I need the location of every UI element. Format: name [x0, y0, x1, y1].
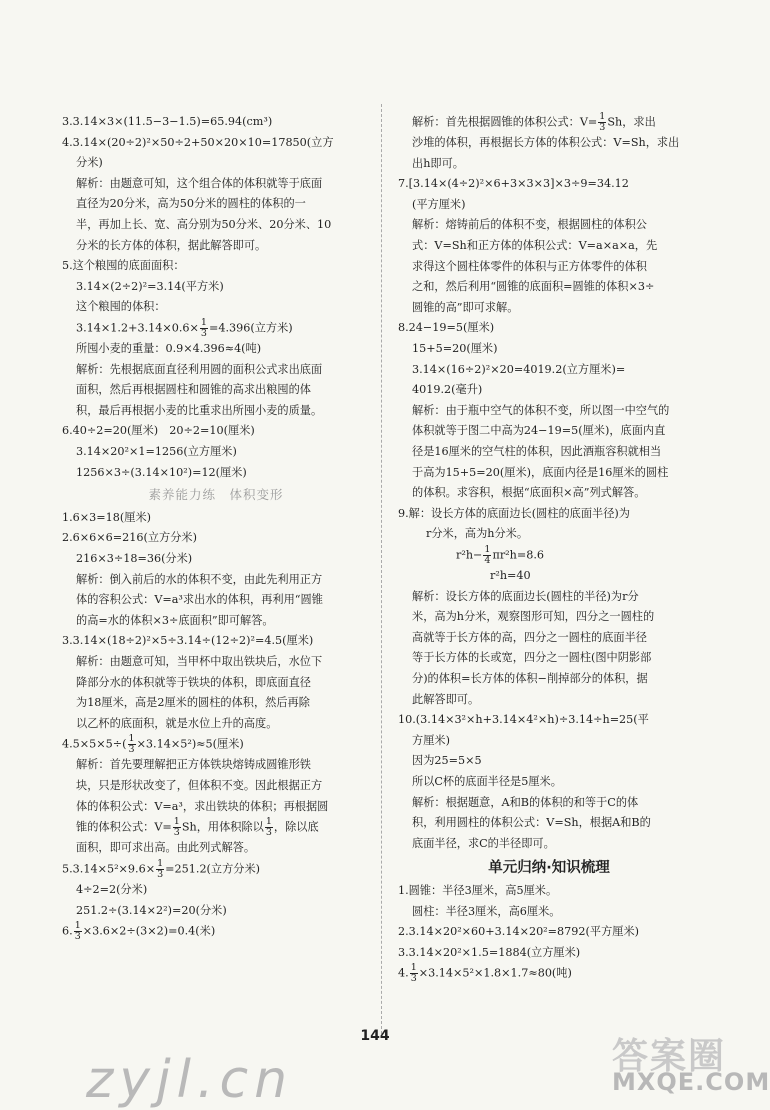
answer-line: 此解答即可。 — [412, 692, 480, 706]
formula-text: 4. — [398, 966, 409, 980]
numerator: 1 — [157, 857, 164, 869]
left-answers-block-2 — [62, 339, 370, 483]
answer-line: 这个粮囤的体积： — [76, 300, 166, 314]
formula-line — [62, 921, 370, 942]
fraction — [156, 859, 164, 880]
denominator: 3 — [74, 931, 81, 943]
answer-line: 积，最后再根据小麦的比重求出所囤小麦的质量。 — [76, 403, 323, 417]
answer-line: 块，只是形状改变了，但体积不变。因此根据正方 — [76, 779, 323, 792]
answer-line: 分米的长方体的体积，据此解答即可。 — [76, 238, 267, 252]
answer-line: 降部分水的体积就等于铁块的体积，即底面直径 — [76, 675, 311, 689]
answer-line: 解析：先根据底面直径利用圆的面积公式求出底面 — [76, 362, 323, 376]
numerator: 1 — [74, 920, 81, 932]
answer-line: 解析：倒入前后的水的体积不变，由此先利用正方 — [76, 572, 323, 586]
answer-line: 因为25=5×5 — [412, 754, 482, 768]
answer-line: 之和，然后利用“圆锥的底面积=圆锥的体积×3÷ — [412, 280, 655, 294]
answer-line: 解析：设长方体的底面边长(圆柱的半径)为r分 — [412, 589, 639, 603]
left-answers-block-1 — [62, 112, 370, 318]
formula-text: ，除以底 — [273, 820, 319, 834]
answer-line: 解析：根据题意，A和B的体积的和等于C的体 — [412, 795, 639, 809]
numerator: 1 — [265, 816, 272, 828]
answer-line: 体的容积公式：V=a³求出水的体积，再利用“圆锥 — [76, 593, 323, 607]
answer-line: r分米，高为h分米。 — [426, 527, 529, 541]
answer-line: 9.解：设长方体的底面边长(圆柱的底面半径)为 — [398, 506, 630, 520]
formula-line — [62, 318, 370, 339]
column-divider — [381, 104, 382, 1034]
formula-text: 锥的体积公式：V= — [76, 820, 172, 834]
watermark-left: zyjl.cn — [86, 1050, 294, 1110]
fraction — [598, 112, 606, 133]
answer-line: 的体积。求容积，根据“底面积×高”列式解答。 — [412, 486, 646, 500]
answer-line: 解析：首先要理解把正方体铁块熔铸成圆锥形铁 — [76, 758, 311, 772]
right-answers-block-2 — [398, 566, 700, 854]
formula-text: r²h− — [456, 548, 483, 562]
answer-line: 沙堆的体积，再根据长方体的体积公式：V=Sh，求出 — [412, 136, 680, 150]
formula-line — [398, 112, 700, 133]
denominator: 4 — [484, 554, 491, 566]
numerator: 1 — [484, 543, 491, 555]
answer-line: 3.14×(2÷2)²=3.14(平方米) — [76, 279, 224, 293]
formula-line — [62, 859, 370, 880]
formula-line — [62, 734, 370, 755]
answer-line: 216×3÷18=36(分米) — [76, 551, 193, 565]
answer-line: 径是16厘米的空气柱的体积，因此酒瓶容积就相当 — [412, 445, 662, 458]
answer-line: 15+5=20(厘米) — [412, 342, 498, 356]
answer-line: 的高=水的体积×3÷底面积”即可解答。 — [76, 613, 274, 627]
answer-line: 米，高为h分米，观察图形可知，四分之一圆柱的 — [412, 610, 655, 624]
answer-line: 以乙杯的底面积，就是水位上升的高度。 — [76, 716, 278, 730]
numerator: 1 — [410, 962, 417, 974]
denominator: 3 — [157, 868, 164, 880]
answer-line: 3.14×(16÷2)²×20=4019.2(立方厘米)= — [412, 362, 626, 376]
answer-line: 6.40÷2=20(厘米) 20÷2=10(厘米) — [62, 424, 255, 438]
numerator: 1 — [200, 316, 207, 328]
answer-line: r²h=40 — [490, 569, 531, 583]
fraction — [410, 963, 418, 984]
formula-text: Sh，求出 — [607, 115, 656, 129]
numerator: 1 — [173, 816, 180, 828]
answer-line: 8.24−19=5(厘米) — [398, 321, 495, 335]
right-answers-block-1 — [398, 133, 700, 545]
answer-line: 4÷2=2(分米) — [76, 882, 148, 896]
answer-line: 直径为20分米，高为50分米的圆柱的体积的一 — [76, 197, 306, 211]
formula-text: ×3.6×2÷(3×2)=0.4(米) — [82, 924, 216, 938]
left-answers-block-6 — [62, 880, 370, 921]
answer-line: 圆柱：半径3厘米，高6厘米。 — [412, 904, 561, 918]
answer-line: 1.圆锥：半径3厘米，高5厘米。 — [398, 883, 558, 897]
answer-line: (平方厘米) — [412, 197, 466, 211]
answer-line: 底面半径，求C的半径即可。 — [412, 836, 555, 850]
answer-line: 分)的体积=长方体的体积−削掉部分的体积，据 — [412, 672, 648, 686]
right-answers-block-3 — [398, 881, 700, 963]
answer-line: 7.[3.14×(4÷2)²×6+3×3×3]×3÷9=34.12 — [398, 177, 629, 191]
answer-line: 解析：由题意可知，这个组合体的体积就等于底面 — [76, 176, 323, 190]
formula-text: =4.396(立方米) — [208, 321, 293, 335]
denominator: 3 — [410, 973, 417, 985]
answer-line: 所以C杯的底面半径是5厘米。 — [412, 775, 562, 788]
page-number: 144 — [360, 1028, 390, 1044]
answer-line: 解析：由题意可知，当甲杯中取出铁块后，水位下 — [76, 654, 323, 668]
formula-line — [398, 963, 700, 984]
answer-line: 251.2÷(3.14×2²)=20(分米) — [76, 903, 227, 917]
watermark-right-top: 答案圈 — [612, 1036, 727, 1077]
numerator: 1 — [128, 733, 135, 745]
answer-line: 解析：由于瓶中空气的体积不变，所以图一中空气的 — [412, 403, 670, 417]
denominator: 3 — [200, 327, 207, 339]
answer-line: 体积就等于图二中高为24−19=5(厘米)，底面内直 — [412, 424, 666, 438]
formula-text: 4.5×5×5÷( — [62, 737, 127, 751]
answer-line: 等于长方体的长或宽，四分之一圆柱(图中阴影部 — [412, 651, 652, 665]
left-answers-block-3 — [62, 508, 370, 735]
fraction — [74, 921, 82, 942]
fraction — [128, 734, 136, 755]
formula-text: 6. — [62, 924, 73, 938]
answer-line: 2.3.14×20²×60+3.14×20²=8792(平方厘米) — [398, 925, 639, 939]
formula-text: 5.3.14×5²×9.6× — [62, 862, 156, 876]
fraction — [200, 318, 208, 339]
answer-line: 方厘米) — [412, 733, 450, 747]
formula-text: Sh，用体积除以 — [181, 820, 264, 834]
answer-line: 式：V=Sh和正方体的体积公式：V=a×a×a，先 — [412, 239, 658, 253]
answer-line: 体的体积公式：V=a³，求出铁块的体积；再根据圆 — [76, 799, 329, 813]
answer-line: 1256×3÷(3.14×10²)=12(厘米) — [76, 465, 247, 479]
answer-line: 3.3.14×3×(11.5−3−1.5)=65.94(cm³) — [62, 115, 273, 128]
denominator: 3 — [599, 122, 606, 133]
answer-line: 5.这个粮囤的底面面积： — [62, 259, 185, 273]
right-column — [398, 112, 700, 984]
answer-line: 高就等于长方体的高，四分之一圆柱的底面半径 — [412, 630, 647, 644]
fraction — [265, 817, 273, 838]
answer-line: 解析：熔铸前后的体积不变，根据圆柱的体积公 — [412, 218, 647, 232]
answer-line: 10.(3.14×3²×h+3.14×4²×h)÷3.14÷h=25(平 — [398, 713, 649, 727]
watermark-right-bottom: MXQE.COM — [612, 1068, 770, 1096]
answer-line: 半，再加上长、宽、高分别为50分米、20分米、10 — [76, 217, 332, 231]
denominator: 3 — [173, 827, 180, 839]
left-column — [62, 112, 370, 942]
fraction — [483, 545, 491, 566]
numerator: 1 — [599, 111, 606, 122]
formula-line — [398, 545, 700, 566]
answer-line: 圆锥的高”即可求解。 — [412, 300, 519, 314]
answer-line: 3.3.14×(18÷2)²×5÷3.14÷(12÷2)²=4.5(厘米) — [62, 634, 314, 648]
section-title: 单元归纳·知识梳理 — [488, 860, 610, 877]
answer-line: 所囤小麦的重量：0.9×4.396≈4(吨) — [76, 342, 262, 356]
answer-line: 面积，然后再根据圆柱和圆锥的高求出粮囤的体 — [76, 383, 311, 397]
answer-line: 积，利用圆柱的体积公式：V=Sh，根据A和B的 — [412, 816, 651, 830]
fraction — [173, 817, 181, 838]
left-answers-block-5 — [62, 838, 370, 859]
answer-line: 1.6×3=18(厘米) — [62, 510, 151, 524]
section-title: 素养能力练 体积变形 — [148, 487, 284, 503]
denominator: 3 — [265, 827, 272, 839]
answer-line: 3.14×20²×1=1256(立方厘米) — [76, 445, 237, 458]
answer-line: 面积，即可求出高。由此列式解答。 — [76, 841, 256, 855]
answer-line: 求得这个圆柱体零件的体积与正方体零件的体积 — [412, 259, 647, 273]
answer-line: 为18厘米，高是2厘米的圆柱的体积，然后再除 — [76, 696, 310, 710]
formula-text: ×3.14×5²)≈5(厘米) — [136, 737, 244, 751]
answer-line: 2.6×6×6=216(立方分米) — [62, 531, 197, 545]
answer-line: 于高为15+5=20(厘米)，底面内径是16厘米的圆柱 — [412, 465, 669, 479]
formula-text: =251.2(立方分米) — [165, 862, 261, 876]
answer-line: 出h即可。 — [412, 156, 464, 170]
left-answers-block-4 — [62, 755, 370, 817]
answer-line: 分米) — [76, 156, 103, 170]
formula-text: 3.14×1.2+3.14×0.6× — [76, 321, 199, 335]
formula-line — [62, 817, 370, 838]
formula-text: 解析：首先根据圆锥的体积公式：V= — [412, 115, 598, 129]
formula-text: ×3.14×5²×1.8×1.7≈80(吨) — [418, 966, 572, 980]
answer-line: 4019.2(毫升) — [412, 383, 483, 397]
formula-text: πr²h=8.6 — [492, 548, 545, 562]
answer-line: 4.3.14×(20÷2)²×50÷2+50×20×10=17850(立方 — [62, 135, 334, 149]
answer-line: 3.3.14×20²×1.5=1884(立方厘米) — [398, 945, 581, 959]
denominator: 3 — [128, 744, 135, 756]
